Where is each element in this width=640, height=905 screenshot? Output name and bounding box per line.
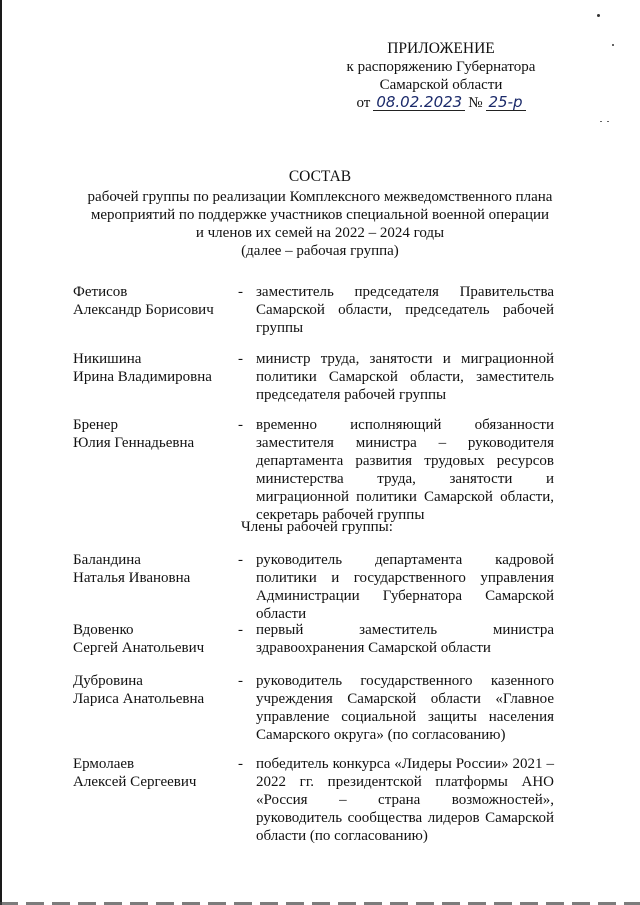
- member-surname: Дубровина: [73, 673, 143, 689]
- member-given-name: Александр Борисович: [73, 302, 214, 318]
- entry-dash: -: [238, 552, 243, 568]
- member-role: министр труда, занятости и миграционной политики Самарской области, заместитель председателя рабочей группы: [256, 351, 554, 403]
- title-line-3: и членов их семей на 2022 – 2024 годы: [195, 225, 445, 241]
- member-name: [73, 283, 233, 319]
- member-surname: Фетисов: [73, 284, 128, 300]
- scan-left-edge: [0, 0, 2, 905]
- member-given-name: Наталья Ивановна: [73, 570, 191, 586]
- member-given-name: Ирина Владимировна: [73, 369, 212, 385]
- member-role: первый заместитель министра здравоохранения Самарской области: [256, 622, 554, 656]
- member-given-name: Алексей Сергеевич: [73, 774, 197, 790]
- member-given-name: Юлия Геннадьевна: [73, 435, 195, 451]
- annex-line-region: Самарской области: [379, 77, 503, 93]
- member-role: временно исполняющий обязанности заместителя министра – руководителя департамента развития трудовых ресурсов министерства труда, занятости и миграционной политики Самарской области, секретарь рабочей группы: [256, 417, 554, 523]
- member-surname: Ермолаев: [73, 756, 135, 772]
- title-line-2: мероприятий по поддержке участников специальной военной операции: [90, 207, 550, 223]
- handwritten-date: 08.02.2023: [373, 94, 465, 111]
- scan-speck: [597, 14, 600, 17]
- member-surname: Баландина: [73, 552, 141, 568]
- scan-speck: [600, 121, 602, 122]
- title-line-4: (далее – рабочая группа): [241, 243, 399, 259]
- member-role: руководитель государственного казенного учреждения Самарской области «Главное управление социальной защиты населения Самарского округа» (по согласованию): [256, 673, 554, 743]
- handwritten-number: 25-р: [486, 94, 526, 111]
- member-surname: Бренер: [73, 417, 118, 433]
- annex-heading: ПРИЛОЖЕНИЕ: [387, 40, 495, 57]
- document-title-block: [60, 168, 580, 260]
- member-given-name: Лариса Анатольевна: [73, 691, 205, 707]
- annex-date-line: [320, 94, 562, 112]
- member-name: [73, 416, 233, 452]
- date-prefix: от: [356, 95, 371, 111]
- member-name: [73, 551, 233, 587]
- annex-line-order: к распоряжению Губернатора: [346, 59, 536, 75]
- member-name: [73, 672, 233, 708]
- document-title: СОСТАВ: [288, 168, 352, 185]
- number-prefix: №: [468, 95, 483, 111]
- annex-header: [320, 40, 562, 112]
- scan-speck: [607, 121, 609, 122]
- members-heading: Члены рабочей группы:: [241, 519, 393, 535]
- member-name: [73, 755, 233, 791]
- member-role: заместитель председателя Правительства Самарской области, председатель рабочей группы: [256, 284, 554, 336]
- member-role: победитель конкурса «Лидеры России» 2021 – 2022 гг. президентской платформы АНО «Россия – страна возможностей», руководитель сообщества лидеров Самарской области (по согласованию): [256, 756, 554, 844]
- member-name: [73, 621, 233, 657]
- entry-dash: -: [238, 673, 243, 689]
- member-role: руководитель департамента кадровой политики и государственного управления Администрации Губернатора Самарской области: [256, 552, 554, 622]
- entry-dash: -: [238, 622, 243, 638]
- title-line-1: рабочей группы по реализации Комплексного межведомственного плана: [87, 189, 553, 205]
- entry-dash: -: [238, 756, 243, 772]
- member-surname: Никишина: [73, 351, 142, 367]
- member-given-name: Сергей Анатольевич: [73, 640, 205, 656]
- entry-dash: -: [238, 284, 243, 300]
- member-surname: Вдовенко: [73, 622, 134, 638]
- scan-speck: [612, 44, 614, 46]
- entry-dash: -: [238, 351, 243, 367]
- member-name: [73, 350, 233, 386]
- entry-dash: -: [238, 417, 243, 433]
